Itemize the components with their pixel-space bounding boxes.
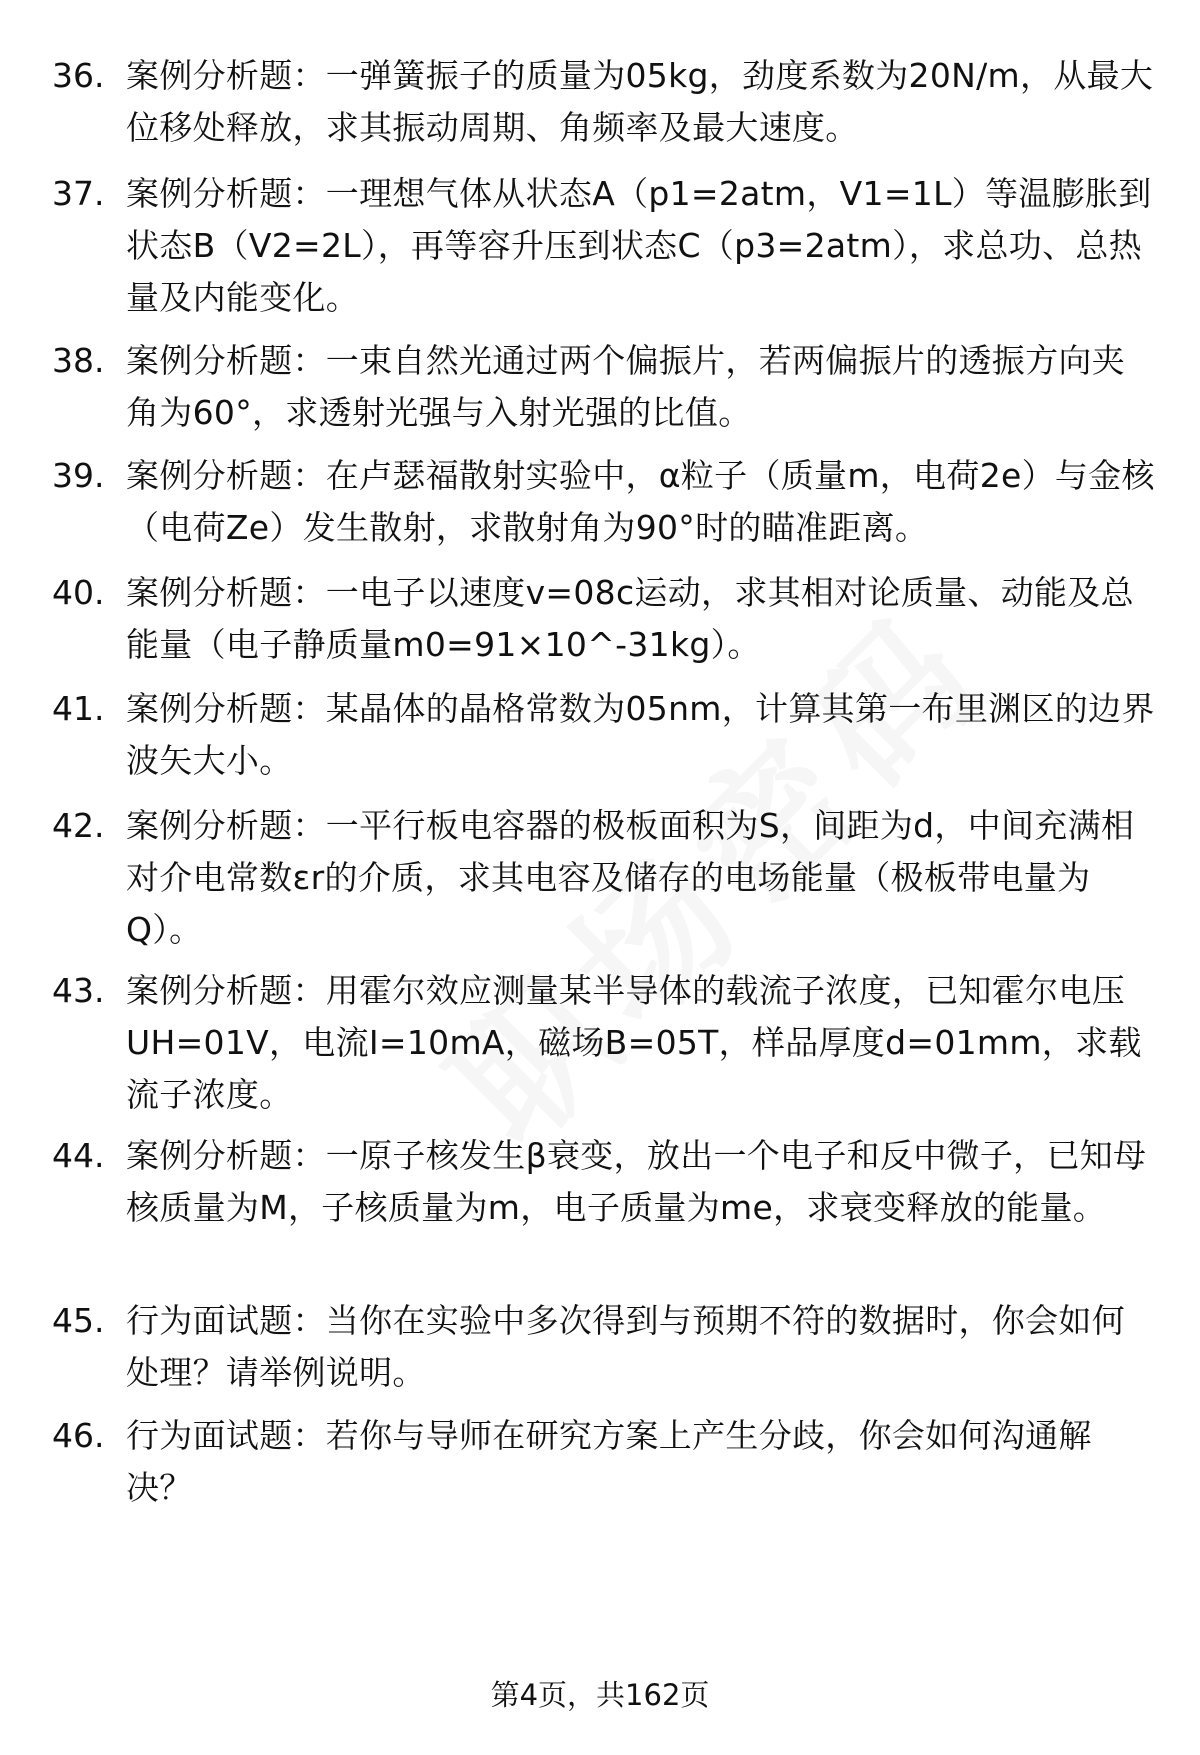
- question-number: 42.: [52, 806, 105, 845]
- question-text: 案例分析题：一弹簧振子的质量为05kg，劲度系数为20N/m，从最大位移处释放，求其振动周期、角频率及最大速度。: [126, 56, 1154, 147]
- question-text: 案例分析题：一原子核发生β衰变，放出一个电子和反中微子，已知母核质量为M，子核质量为m，电子质量为me，求衰变释放的能量。: [126, 1136, 1147, 1227]
- question-number: 43.: [52, 971, 105, 1010]
- question-text: 案例分析题：一束自然光通过两个偏振片，若两偏振片的透振方向夹角为60°，求透射光强与入射光强的比值。: [126, 341, 1125, 432]
- question-number: 46.: [52, 1416, 105, 1455]
- question-text: 案例分析题：一平行板电容器的极板面积为S，间距为d，中间充满相对介电常数εr的介质，求其电容及储存的电场能量（极板带电量为Q）。: [126, 806, 1135, 949]
- question-number: 37.: [52, 174, 105, 213]
- question-text: 案例分析题：在卢瑟福散射实验中，α粒子（质量m，电荷2e）与金核（电荷Ze）发生散射，求散射角为90°时的瞄准距离。: [126, 456, 1155, 547]
- question-text: 案例分析题：用霍尔效应测量某半导体的载流子浓度，已知霍尔电压UH=01V，电流I=10mA，磁场B=05T，样品厚度d=01mm，求载流子浓度。: [126, 971, 1142, 1114]
- question-number: 40.: [52, 573, 105, 612]
- question-number: 45.: [52, 1301, 105, 1340]
- page-indicator: 第4页，共162页: [490, 1678, 710, 1712]
- question-text: 行为面试题：当你在实验中多次得到与预期不符的数据时，你会如何处理？请举例说明。: [126, 1301, 1125, 1392]
- question-number: 41.: [52, 689, 105, 728]
- question-text: 行为面试题：若你与导师在研究方案上产生分歧，你会如何沟通解决？: [126, 1416, 1092, 1507]
- question-number: 44.: [52, 1136, 105, 1175]
- question-text: 案例分析题：某晶体的晶格常数为05nm，计算其第一布里渊区的边界波矢大小。: [126, 689, 1155, 780]
- question-text: 案例分析题：一电子以速度v=08c运动，求其相对论质量、动能及总能量（电子静质量m0=91×10^-31kg）。: [126, 573, 1134, 664]
- question-number: 39.: [52, 456, 105, 495]
- question-number: 36.: [52, 56, 105, 95]
- question-number: 38.: [52, 341, 105, 380]
- question-text: 案例分析题：一理想气体从状态A（p1=2atm，V1=1L）等温膨胀到状态B（V2=2L），再等容升压到状态C（p3=2atm），求总功、总热量及内能变化。: [126, 174, 1152, 317]
